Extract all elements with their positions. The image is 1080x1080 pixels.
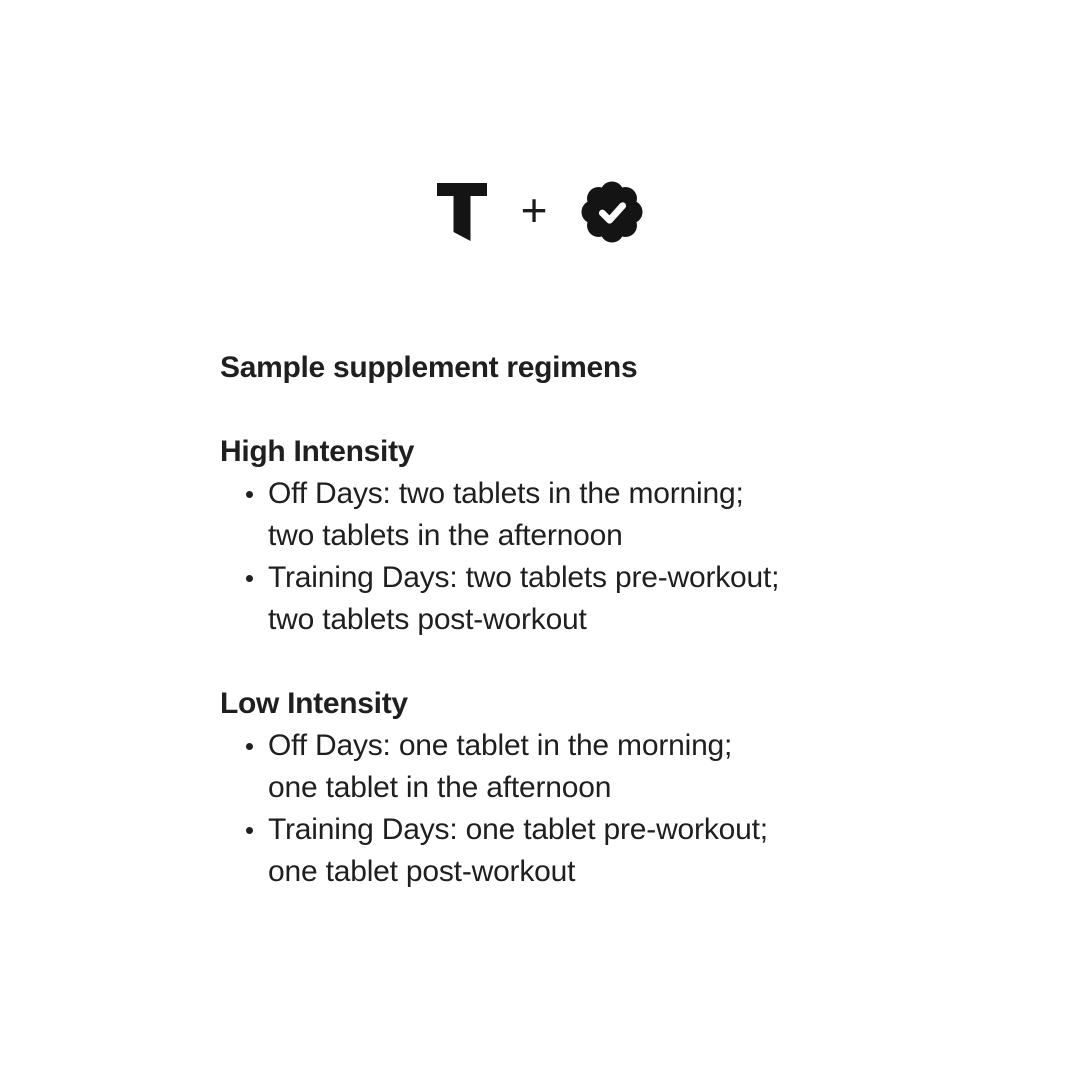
bullet-list bbox=[220, 473, 900, 641]
bullet-text-line: Off Days: two tablets in the morning; bbox=[268, 477, 744, 510]
regimen-content bbox=[220, 347, 900, 893]
bullet-text-line: two tablets in the afternoon bbox=[268, 519, 623, 552]
verified-badge-icon bbox=[581, 181, 643, 243]
section-high-intensity bbox=[220, 431, 900, 641]
bullet-text-line: Training Days: one tablet pre-workout; bbox=[268, 813, 768, 846]
list-item bbox=[220, 809, 900, 893]
bullet-list bbox=[220, 725, 900, 893]
bullet-text-line: one tablet in the afternoon bbox=[268, 771, 612, 804]
page-title: Sample supplement regimens bbox=[220, 351, 638, 384]
bullet-text-line: Off Days: one tablet in the morning; bbox=[268, 729, 733, 762]
section-low-intensity bbox=[220, 683, 900, 893]
bullet-text-line: Training Days: two tablets pre-workout; bbox=[268, 561, 780, 594]
plus-icon: + bbox=[520, 184, 548, 236]
section-heading: Low Intensity bbox=[220, 687, 408, 720]
section-heading: High Intensity bbox=[220, 435, 415, 468]
list-item bbox=[220, 473, 900, 557]
list-item bbox=[220, 557, 900, 641]
logo-row bbox=[0, 180, 1080, 244]
bullet-text-line: one tablet post-workout bbox=[268, 855, 576, 888]
bullet-text-line: two tablets post-workout bbox=[268, 603, 587, 636]
list-item bbox=[220, 725, 900, 809]
brand-t-logo-icon bbox=[437, 183, 487, 241]
